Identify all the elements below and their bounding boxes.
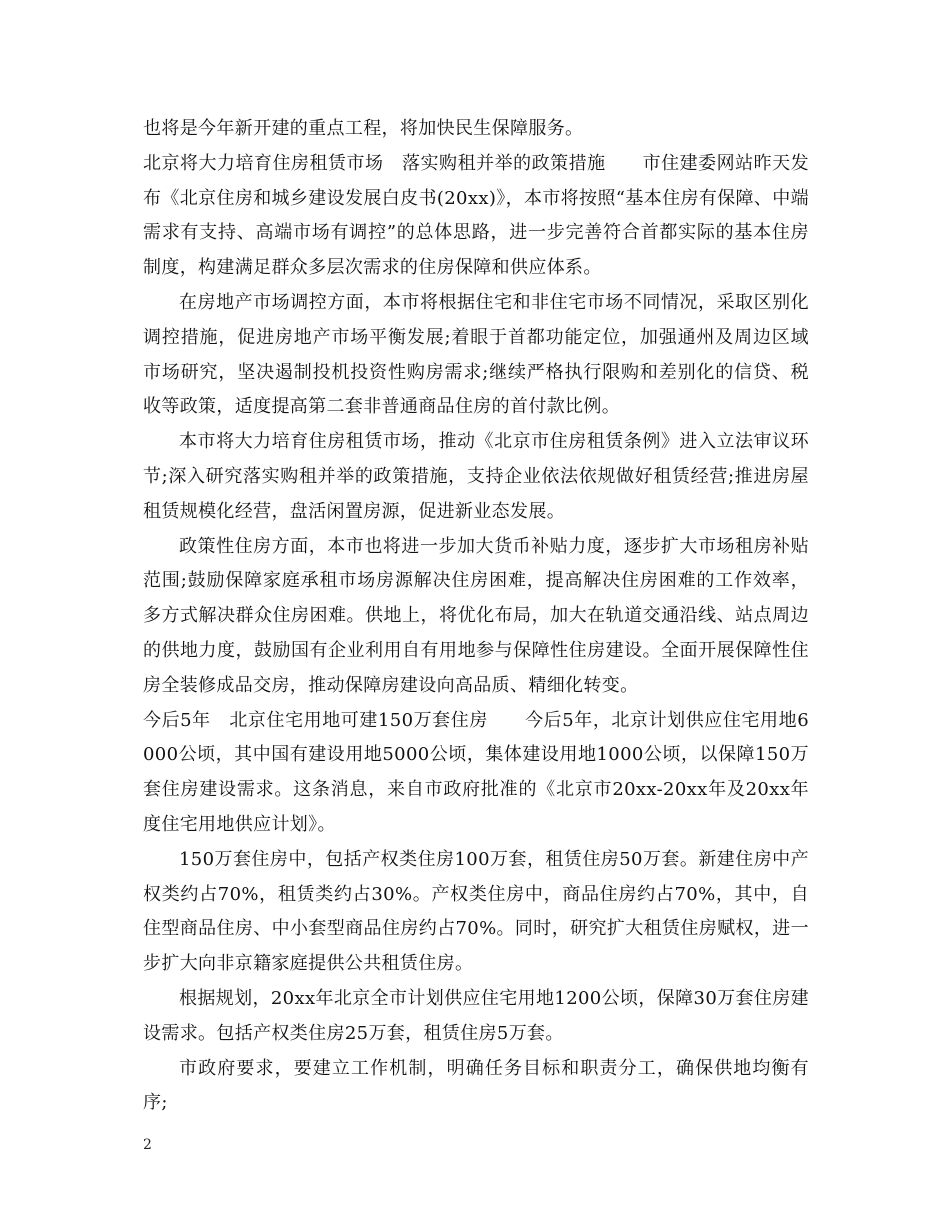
page-number: 2: [143, 1137, 152, 1153]
paragraph-5: 政策性住房方面，本市也将进一步加大货币补贴力度，逐步扩大市场租房补贴范围;鼓励保障家庭承租市场房源解决住房困难，提高解决住房困难的工作效率，多方式解决群众住房困难。供地上，将优化布局，加大在轨道交通沿线、站点周边的供地力度，鼓励国有企业利用自有用地参与保障性住房建设。全面开展保障性住房全装修成品交房，推动保障房建设向高品质、精细化转变。: [143, 535, 809, 696]
paragraph-6: 今后5年 北京住宅用地可建150万套住房 今后5年，北京计划供应住宅用地6000公顷，其中国有建设用地5000公顷，集体建设用地1000公顷，以保障150万套住房建设需求。这条消息，来自市政府批准的《北京市20xx-20xx年及20xx年度住宅用地供应计划》。: [143, 709, 809, 835]
paragraph-1: 也将是今年新开建的重点工程，将加快民生保障服务。: [143, 118, 584, 139]
paragraph-3: 在房地产市场调控方面，本市将根据住宅和非住宅市场不同情况，采取区别化调控措施，促进房地产市场平衡发展;着眼于首都功能定位，加强通州及周边区域市场研究，坚决遏制投机投资性购房需求;继续严格执行限购和差别化的信贷、税收等政策，适度提高第二套非普通商品住房的首付款比例。: [143, 291, 809, 418]
document-body: [143, 112, 809, 1121]
paragraph-9: 市政府要求，要建立工作机制，明确任务目标和职责分工，确保供地均衡有序;: [143, 1057, 809, 1114]
paragraph-2: 北京将大力培育住房租赁市场 落实购租并举的政策措施 市住建委网站昨天发布《北京住房和城乡建设发展白皮书(20xx)》，本市将按照“基本住房有保障、中端需求有支持、高端市场有调控”的总体思路，进一步完善符合首都实际的基本住房制度，构建满足群众多层次需求的住房保障和供应体系。: [143, 152, 809, 279]
paragraph-7: 150万套住房中，包括产权类住房100万套，租赁住房50万套。新建住房中产权类约占70%，租赁类约占30%。产权类住房中，商品住房约占70%，其中，自住型商品住房、中小套型商品住房约占70%。同时，研究扩大租赁住房赋权，进一步扩大向非京籍家庭提供公共租赁住房。: [143, 848, 809, 975]
paragraph-4: 本市将大力培育住房租赁市场，推动《北京市住房租赁条例》进入立法审议环节;深入研究落实购租并举的政策措施，支持企业依法依规做好租赁经营;推进房屋租赁规模化经营，盘活闲置房源，促进新业态发展。: [143, 431, 809, 522]
paragraph-8: 根据规划，20xx年北京全市计划供应住宅用地1200公顷，保障30万套住房建设需求。包括产权类住房25万套，租赁住房5万套。: [143, 987, 809, 1044]
